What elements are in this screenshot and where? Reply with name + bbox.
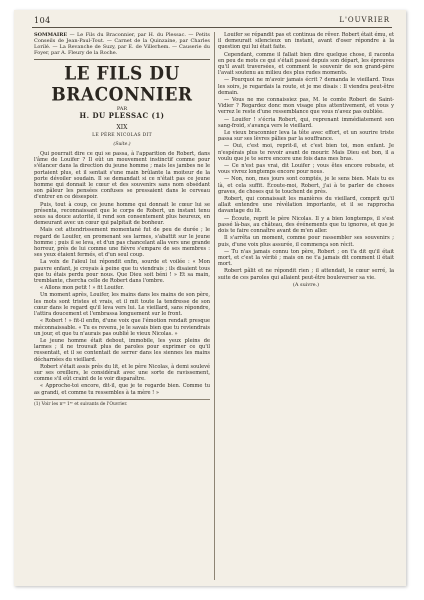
- story-paragraph: Qui pourrait dire ce qui se passa, à l'apparition de Robert, dans l'âme de Louifer ? Il eût un mouvement instinctif comme pour s'élancer dans la direction du jeune homme ; mais les jambes ne le portaient plus, et il sentait s'une main brûlante la moiteur de la porte dévoiler soudain. Il se demandait si ce n'était pas ce jeune homme qui donnait le cœur et des souvenirs sans nom obsédant son pâleur les pensées confuses se pressaient dans le cerveau d'entrer en ce désespoir.: [34, 151, 210, 201]
- story-paragraph: — Non, non, mes jours sont comptés, je le sens bien. Mais tu es là, et cela suffit. Écoute-moi, Robert, j'ai à te parler de choses graves, de choses qui te touchent de près.: [218, 176, 394, 195]
- column-divider: [214, 32, 215, 580]
- story-title: LE FILS DU BRACONNIER: [51, 63, 193, 106]
- left-column: [34, 32, 210, 407]
- chapter-subtitle: LE PÈRE NICOLAS DIT: [92, 132, 152, 138]
- story-paragraph: — Tu n'as jamais connu ton père, Robert ; on t'a dit qu'il était mort, et c'est la vérité ; mais on ne t'a jamais dit comment il était mort.: [218, 248, 394, 268]
- story-paragraph: — Ce n'est pas vrai, dit Louifer ; vous êtes encore robuste, et vous vivrez longtemps encore pour nous.: [218, 163, 394, 176]
- story-paragraph: Mais cet attendrissement momentané fut de peu de durée ; le regard de Louifer, en promenant ses larmes, s'abattit sur le jeune homme ; puis il se leva, et d'un pas chancelant alla vers une grande horreur, près de lui comme une fièvre s'empare de ses membres : ses yeux étaient fermés, et d'un seul coup.: [34, 227, 210, 259]
- story-paragraph: — Écoute, reprit le père Nicolas. Il y a bien longtemps, il s'est passé là-bas, au château, des événements que tu ignores, et que je dois te faire connaître avant de m'en aller.: [218, 215, 394, 235]
- story-paragraph: Le vieux braconnier leva la tête avec effort, et un sourire triste passa sur ses lèvres pâlies par la souffrance.: [218, 130, 394, 143]
- suite-note: (Suite.): [113, 141, 131, 147]
- story-paragraph: La voix de l'aïeul lui répondit enfin, sourde et voilée : « Mon pauvre enfant, je croyais à peine que tu viendrais ; ils disaient tous que tu étais perdu pour nous. Que Dieu soit béni ! » Et sa main, tremblante, chercha celle de Robert dans l'ombre.: [34, 259, 210, 285]
- byline-par: PAR: [116, 106, 128, 112]
- story-paragraph: « Robert ! » fit-il enfin, d'une voix que l'émotion rendait presque méconnaissable. « Tu es revenu, je le savais bien que tu reviendrais un jour, et que tu n'aurais pas oublié le vieux Nicolas. »: [34, 318, 210, 337]
- masthead: L'OUVRIER: [339, 16, 390, 24]
- story-paragraph: Robert, qui connaissait les manières du vieillard, comprit qu'il allait entendre une révélation importante, et il se rapprocha davantage du lit.: [218, 196, 394, 215]
- story-paragraph: — Vous ne me connaissiez pas, M. le comte Robert de Saint-Vidier ? Regardez donc mon visage plus attentivement, et vous y verrez le reste d'une ressemblance que vous n'avez pas oubliée.: [218, 97, 394, 116]
- summary-rule: [34, 59, 210, 60]
- story-paragraph: Robert pâlit et ne répondit rien ; il attendait, le cœur serré, la suite de ces paroles qui allaient peut-être bouleverser sa vie.: [218, 268, 394, 281]
- continuation-note: (A suivre.): [292, 281, 320, 288]
- story-paragraph: — Oui, c'est moi, reprit-il, et c'est bien toi, mon enfant. Je n'espérais plus te revoir avant de mourir. Mais Dieu est bon, il a voulu que je te serre encore une fois dans mes bras.: [218, 143, 394, 162]
- story-paragraph: Louifer se répandit pas et continua de rêver. Robert était ému, et il demeurait silencieux un instant, avant d'oser répondre à la question qui lui était faite.: [218, 32, 394, 51]
- newspaper-page: [14, 10, 406, 586]
- summary: [34, 32, 210, 56]
- story-paragraph: Il s'arrêta un moment, comme pour rassembler ses souvenirs ; puis, d'une voix plus assurée, il commença son récit.: [218, 235, 394, 248]
- story-paragraph: « Approche-toi encore, dit-il, que je te regarde bien. Comme tu as grandi, et comme tu ressembles à ta mère ! »: [34, 383, 210, 396]
- story-paragraph: Un moment après, Louifer, les mains dans les mains de son père, les mots sont tristes et vrais, et il mit toute la tendresse de son cœur dans le regard qu'il leva vers lui. Le vieillard, sans répondre, l'attira doucement et l'embrassa longuement sur le front.: [34, 292, 210, 318]
- story-paragraph: — Pourquoi ne m'avoir jamais écrit ? demanda le vieillard. Tous les soirs, je regardais la route, et je me disais : Il viendra peut-être demain.: [218, 77, 394, 96]
- header-rule: [32, 27, 392, 28]
- page-number: 104: [34, 16, 51, 25]
- right-column: [218, 32, 394, 288]
- story-paragraph: — Louifer ! s'écria Robert, qui, reprenant immédiatement son sang-froid, s'avança vers le vieillard.: [218, 116, 394, 129]
- summary-text: — Le Fils du Braconnier, par H. du Plessac. — Petits Conseils de Jean-Paul-Tout. — Carnet de la Quinzaine, par Charles Lorilé. — La Revanche de Suzy, par E. de Villerhem. — Causerie du Foyer, par A. Fleury de la Roche.: [34, 32, 210, 56]
- story-author: H. DU PLESSAC (1): [79, 111, 165, 121]
- chapter-number: XIX: [116, 124, 128, 132]
- summary-label: SOMMAIRE: [34, 32, 68, 38]
- story-paragraph: Puis, tout à coup, ce jeune homme qui donnait le cœur lui se présenta, reconnaissant que le corps de Robert, un instant tenu sous sa douce autorité, il rend son consentement plus heureux, en demeurant avec un cœur qui palpitait de bonheur.: [34, 201, 210, 227]
- story-paragraph: Le jeune homme était debout, immobile, les yeux pleins de larmes ; il ne trouvait plus de paroles pour exprimer ce qu'il ressentait, et il se contentait de serrer dans les siennes les mains décharnées du vieillard.: [34, 337, 210, 363]
- story-paragraph: Robert s'était assis près du lit, et le père Nicolas, à demi soulevé sur ses oreillers, le considérait avec une sorte de ravissement, comme s'il eût craint de le voir disparaître.: [34, 363, 210, 383]
- story-paragraph: « Allons mon petit ! » fit Louifer.: [40, 285, 124, 292]
- footnote: (1) Voir les nᵒˢ 1ᵉʳ et suivants de l'Ouvrier.: [34, 399, 210, 407]
- story-paragraph: Cependant, comme il fallait bien dire quelque chose, il raconta en peu de mots ce qui s'était passé depuis son départ, les épreuves qu'il avait traversées, et comment le souvenir de son grand-père l'avait soutenu au milieu des plus rudes moments.: [218, 51, 394, 77]
